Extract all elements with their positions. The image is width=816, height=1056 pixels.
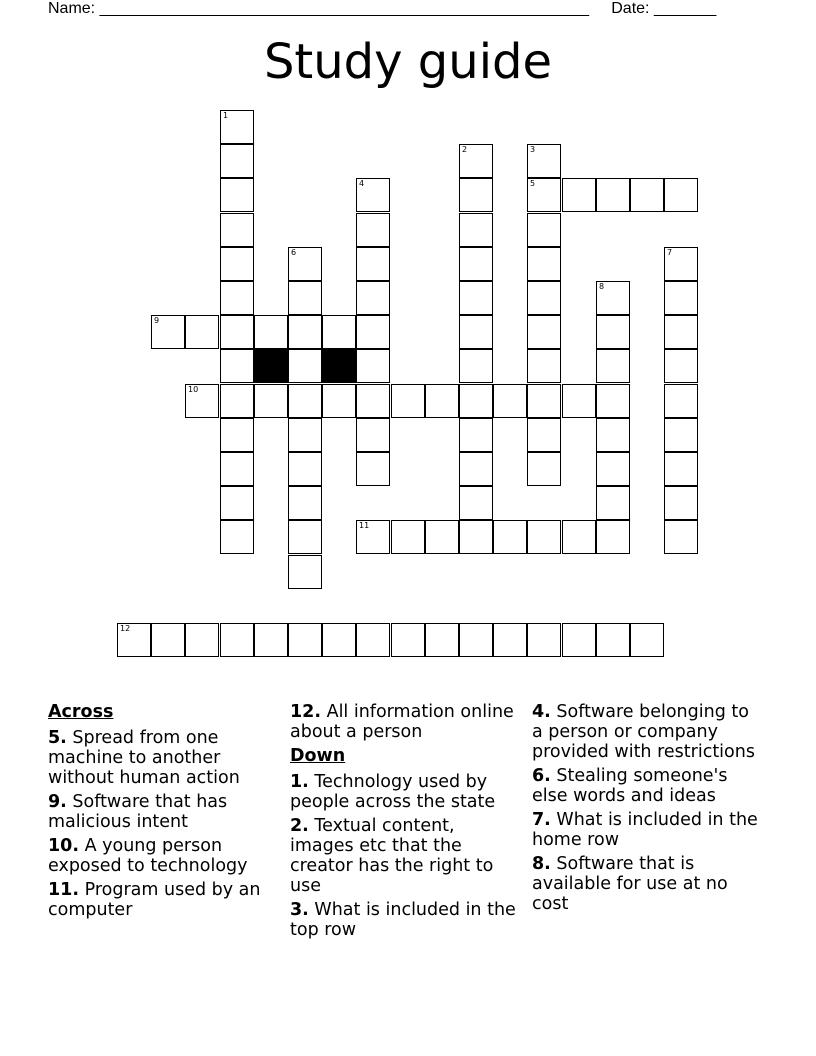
clue-number: 8 — [599, 282, 605, 291]
grid-block — [254, 349, 288, 383]
grid-cell[interactable] — [527, 623, 561, 657]
grid-cell[interactable] — [527, 452, 561, 486]
grid-cell[interactable] — [288, 623, 322, 657]
grid-cell[interactable] — [562, 384, 596, 418]
grid-cell[interactable] — [459, 281, 493, 315]
grid-cell[interactable] — [664, 315, 698, 349]
grid-cell[interactable] — [459, 178, 493, 212]
clue-down-3: 3. What is included in the top row — [290, 900, 516, 940]
grid-cell[interactable] — [220, 247, 254, 281]
grid-cell[interactable] — [288, 418, 322, 452]
grid-cell[interactable] — [596, 486, 630, 520]
clue-down-6: 6. Stealing someone's else words and ideas — [532, 766, 728, 806]
grid-cell[interactable] — [254, 384, 288, 418]
grid-cell[interactable] — [527, 315, 561, 349]
grid-cell[interactable] — [527, 144, 561, 178]
grid-cell[interactable] — [664, 384, 698, 418]
clue-down-7: 7. What is included in the home row — [532, 810, 758, 850]
grid-cell[interactable] — [493, 520, 527, 554]
grid-block — [322, 349, 356, 383]
grid-cell[interactable] — [220, 144, 254, 178]
grid-cell[interactable] — [322, 315, 356, 349]
grid-cell[interactable] — [356, 213, 390, 247]
grid-cell[interactable] — [527, 384, 561, 418]
clue-column-3 — [532, 702, 764, 918]
grid-cell[interactable] — [185, 315, 219, 349]
across-heading: Across — [48, 702, 114, 722]
grid-cell[interactable] — [562, 623, 596, 657]
grid-cell[interactable] — [527, 520, 561, 554]
grid-cell[interactable] — [288, 247, 322, 281]
grid-cell[interactable] — [220, 520, 254, 554]
grid-cell[interactable] — [288, 349, 322, 383]
grid-cell[interactable] — [459, 623, 493, 657]
grid-cell[interactable] — [527, 418, 561, 452]
clue-across-9: 9. Software that has malicious intent — [48, 792, 228, 832]
clue-number: 7 — [667, 248, 673, 257]
grid-cell[interactable] — [322, 384, 356, 418]
grid-cell[interactable] — [562, 178, 596, 212]
grid-cell[interactable] — [596, 178, 630, 212]
clue-number: 3 — [530, 145, 536, 154]
grid-cell[interactable] — [288, 315, 322, 349]
grid-cell[interactable] — [220, 623, 254, 657]
clue-number: 5 — [530, 179, 536, 188]
date-label: Date: — [611, 0, 650, 17]
grid-cell[interactable] — [630, 623, 664, 657]
grid-cell[interactable] — [493, 623, 527, 657]
grid-cell[interactable] — [356, 623, 390, 657]
clue-number: 1 — [223, 111, 229, 120]
clue-number: 12 — [120, 624, 131, 633]
clue-across-12: 12. All information online about a person — [290, 702, 514, 742]
grid-cell[interactable] — [664, 520, 698, 554]
grid-cell[interactable] — [596, 418, 630, 452]
grid-cell[interactable] — [356, 520, 390, 554]
grid-cell[interactable] — [459, 213, 493, 247]
grid-cell[interactable] — [220, 452, 254, 486]
grid-cell[interactable] — [288, 452, 322, 486]
grid-cell[interactable] — [425, 623, 459, 657]
grid-cell[interactable] — [288, 555, 322, 589]
grid-cell[interactable] — [288, 486, 322, 520]
grid-cell[interactable] — [664, 178, 698, 212]
page-title: Study guide — [263, 34, 553, 90]
grid-cell[interactable] — [630, 178, 664, 212]
name-line[interactable]: _______________________________________________________ — [99, 0, 589, 17]
grid-cell[interactable] — [288, 520, 322, 554]
grid-cell[interactable] — [493, 384, 527, 418]
grid-cell[interactable] — [459, 418, 493, 452]
grid-cell[interactable] — [459, 315, 493, 349]
grid-cell[interactable] — [664, 281, 698, 315]
clue-number: 11 — [359, 521, 370, 530]
grid-cell[interactable] — [527, 349, 561, 383]
grid-cell[interactable] — [596, 384, 630, 418]
grid-cell[interactable] — [596, 349, 630, 383]
clue-column-2 — [290, 702, 522, 944]
clue-number: 9 — [154, 316, 160, 325]
grid-cell[interactable] — [288, 281, 322, 315]
clue-down-8: 8. Software that is available for use at no cost — [532, 854, 728, 914]
grid-cell[interactable] — [664, 486, 698, 520]
grid-cell[interactable] — [185, 384, 219, 418]
grid-cell[interactable] — [596, 623, 630, 657]
grid-cell[interactable] — [527, 178, 561, 212]
grid-cell[interactable] — [220, 213, 254, 247]
grid-cell[interactable] — [254, 315, 288, 349]
grid-cell[interactable] — [356, 281, 390, 315]
clue-number: 2 — [462, 145, 468, 154]
grid-cell[interactable] — [664, 418, 698, 452]
grid-cell[interactable] — [220, 315, 254, 349]
grid-cell[interactable] — [356, 452, 390, 486]
date-line[interactable]: _______ — [653, 0, 717, 17]
grid-cell[interactable] — [356, 384, 390, 418]
grid-cell[interactable] — [527, 247, 561, 281]
grid-cell[interactable] — [151, 315, 185, 349]
grid-cell[interactable] — [459, 349, 493, 383]
grid-cell[interactable] — [664, 247, 698, 281]
grid-cell[interactable] — [322, 623, 356, 657]
grid-cell[interactable] — [391, 623, 425, 657]
grid-cell[interactable] — [288, 384, 322, 418]
grid-cell[interactable] — [391, 520, 425, 554]
grid-cell[interactable] — [220, 486, 254, 520]
clue-number: 4 — [359, 179, 365, 188]
grid-cell[interactable] — [596, 520, 630, 554]
grid-cell[interactable] — [220, 418, 254, 452]
name-label: Name: — [48, 0, 96, 17]
grid-cell[interactable] — [356, 247, 390, 281]
grid-cell[interactable] — [391, 384, 425, 418]
grid-cell[interactable] — [459, 520, 493, 554]
grid-cell[interactable] — [459, 486, 493, 520]
grid-cell[interactable] — [151, 623, 185, 657]
grid-cell[interactable] — [596, 315, 630, 349]
grid-cell[interactable] — [425, 384, 459, 418]
clue-number: 10 — [188, 385, 199, 394]
grid-cell[interactable] — [425, 520, 459, 554]
grid-cell[interactable] — [356, 178, 390, 212]
grid-cell[interactable] — [356, 315, 390, 349]
grid-cell[interactable] — [596, 281, 630, 315]
clue-across-10: 10. A young person exposed to technology — [48, 836, 248, 876]
grid-cell[interactable] — [562, 520, 596, 554]
clue-across-5: 5. Spread from one machine to another without human action — [48, 728, 240, 788]
clue-down-4: 4. Software belonging to a person or company provided with restrictions — [532, 702, 755, 762]
grid-cell[interactable] — [220, 384, 254, 418]
grid-cell[interactable] — [459, 247, 493, 281]
clue-down-2: 2. Textual content, images etc that the creator has the right to use — [290, 816, 494, 896]
grid-cell[interactable] — [527, 213, 561, 247]
grid-cell[interactable] — [254, 623, 288, 657]
grid-cell[interactable] — [117, 623, 151, 657]
grid-cell[interactable] — [220, 281, 254, 315]
grid-cell[interactable] — [185, 623, 219, 657]
grid-cell[interactable] — [664, 349, 698, 383]
clue-column-1 — [48, 702, 280, 924]
clue-number: 6 — [291, 248, 297, 257]
grid-cell[interactable] — [356, 349, 390, 383]
grid-cell[interactable] — [527, 281, 561, 315]
grid-cell[interactable] — [664, 452, 698, 486]
down-heading: Down — [290, 746, 346, 766]
grid-cell[interactable] — [220, 110, 254, 144]
clue-down-1: 1. Technology used by people across the state — [290, 772, 496, 812]
grid-cell[interactable] — [596, 452, 630, 486]
grid-cell[interactable] — [220, 178, 254, 212]
clue-across-11: 11. Program used by an computer — [48, 880, 261, 920]
grid-cell[interactable] — [459, 144, 493, 178]
grid-cell[interactable] — [356, 418, 390, 452]
grid-cell[interactable] — [459, 384, 493, 418]
grid-cell[interactable] — [220, 349, 254, 383]
grid-cell[interactable] — [459, 452, 493, 486]
